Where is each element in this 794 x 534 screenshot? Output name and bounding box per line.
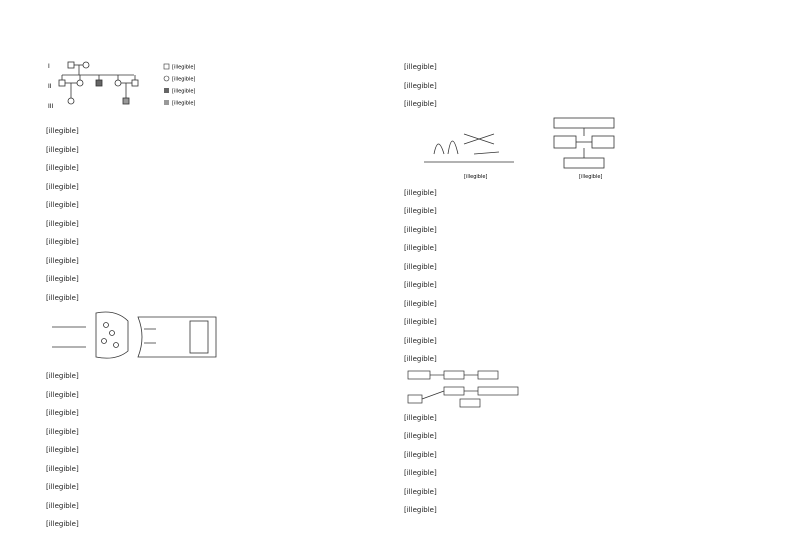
text-line: [illegible]: [46, 372, 79, 380]
text-line: [illegible]: [46, 145, 79, 154]
generation-label: II: [48, 83, 52, 90]
text-line: [illegible]: [46, 427, 79, 436]
text-line: [illegible]: [404, 413, 437, 422]
text-line: [illegible]: [46, 501, 79, 510]
text-line: [illegible]: [46, 127, 79, 135]
text-line: [illegible]: [46, 293, 79, 302]
text-line: [illegible]: [404, 207, 437, 215]
generation-label: III: [48, 103, 54, 110]
right-column: [404, 58, 754, 520]
text-line: [illegible]: [46, 164, 79, 172]
text-line: [illegible]: [404, 225, 437, 234]
text-line: [illegible]: [46, 201, 79, 209]
text-line: [illegible]: [46, 275, 79, 283]
text-line: [illegible]: [404, 63, 437, 71]
text-line: [illegible]: [46, 520, 79, 528]
text-line: [illegible]: [404, 487, 437, 496]
text-line: [illegible]: [404, 244, 437, 252]
flow-diagram: [404, 369, 754, 409]
legend-entry: [illegible]: [172, 76, 196, 83]
text-line: [illegible]: [404, 299, 437, 308]
figure-caption: [illegible]: [579, 173, 603, 180]
text-line: [illegible]: [46, 390, 79, 399]
text-line: [illegible]: [404, 469, 437, 477]
text-line: [illegible]: [404, 336, 437, 345]
question-block: [46, 367, 396, 534]
text-line: [illegible]: [404, 100, 437, 108]
text-line: [illegible]: [404, 262, 437, 271]
text-line: [illegible]: [404, 81, 437, 90]
question-block: [404, 409, 754, 520]
legend-entry: [illegible]: [172, 88, 196, 95]
generation-label: I: [48, 63, 50, 70]
question-block: [404, 58, 754, 114]
text-line: [illegible]: [46, 182, 79, 191]
text-line: [illegible]: [404, 450, 437, 459]
text-line: [illegible]: [404, 188, 437, 197]
figure-caption: [illegible]: [464, 173, 488, 180]
question-block: [46, 122, 396, 307]
text-line: [illegible]: [404, 432, 437, 440]
left-column: [46, 58, 396, 534]
text-line: [illegible]: [404, 281, 437, 289]
pedigree-chart: [46, 58, 396, 122]
text-line: [illegible]: [404, 318, 437, 326]
text-line: [illegible]: [46, 446, 79, 454]
legend-entry: [illegible]: [172, 100, 196, 107]
neuron-diagram: [46, 307, 396, 367]
text-line: [illegible]: [46, 238, 79, 246]
question-block: [404, 184, 754, 369]
legend-entry: [illegible]: [172, 64, 196, 71]
text-line: [illegible]: [46, 483, 79, 491]
text-line: [illegible]: [46, 256, 79, 265]
text-line: [illegible]: [404, 355, 437, 363]
ecosystem-figure: [404, 114, 754, 184]
text-line: [illegible]: [46, 464, 79, 473]
text-line: [illegible]: [46, 219, 79, 228]
text-line: [illegible]: [46, 409, 79, 417]
text-line: [illegible]: [404, 506, 437, 514]
